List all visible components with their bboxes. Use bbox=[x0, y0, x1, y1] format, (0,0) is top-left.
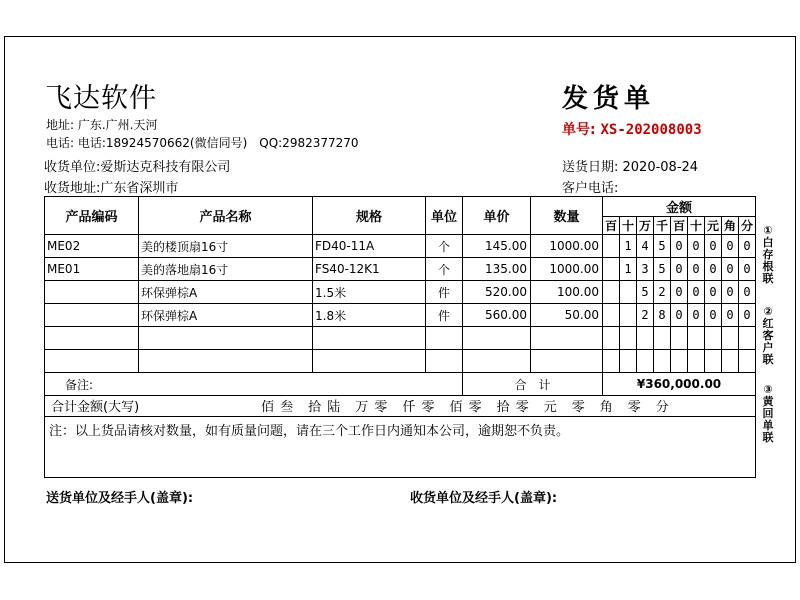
cell-amount-digit: 0 bbox=[722, 258, 739, 281]
cell-amount-digit: 0 bbox=[739, 258, 756, 281]
digit-header: 百 bbox=[603, 217, 620, 235]
cell-amount-digit: 0 bbox=[671, 235, 688, 258]
cell-code bbox=[45, 304, 139, 327]
cell-amount-digit: 0 bbox=[705, 235, 722, 258]
cell-unit: 件 bbox=[426, 281, 463, 304]
receiver-signature: 收货单位及经手人(盖章): bbox=[410, 491, 558, 506]
cell-amount-digit: 0 bbox=[671, 258, 688, 281]
header-qty: 数量 bbox=[531, 197, 603, 235]
cell-spec: FD40-11A bbox=[313, 235, 426, 258]
cell-amount-digit bbox=[705, 327, 722, 350]
cell-qty: 50.00 bbox=[531, 304, 603, 327]
digit-header: 元 bbox=[705, 217, 722, 235]
cell-amount-digit: 0 bbox=[722, 281, 739, 304]
cell-amount-digit: 0 bbox=[739, 281, 756, 304]
cell-amount-digit: 0 bbox=[671, 304, 688, 327]
cell-amount-digit: 5 bbox=[654, 235, 671, 258]
cell-amount-digit bbox=[603, 235, 620, 258]
cell-qty: 1000.00 bbox=[531, 235, 603, 258]
cell-name: 美的楼顶扇16寸 bbox=[139, 235, 313, 258]
cell-unit: 件 bbox=[426, 304, 463, 327]
cell-amount-digit bbox=[637, 350, 654, 373]
cell-amount-digit: 0 bbox=[722, 304, 739, 327]
cell-amount-digit: 0 bbox=[688, 235, 705, 258]
cell-amount-digit bbox=[620, 350, 637, 373]
header-unit: 单位 bbox=[426, 197, 463, 235]
cell-amount-digit bbox=[620, 281, 637, 304]
company-name: 飞达软件 bbox=[45, 83, 157, 114]
cell-spec: 1.8米 bbox=[313, 304, 426, 327]
digit-header: 分 bbox=[739, 217, 756, 235]
digit-header: 角 bbox=[722, 217, 739, 235]
side-label-white: ①白存根联 bbox=[762, 224, 774, 285]
cell-name: 环保弹棕A bbox=[139, 281, 313, 304]
cell-amount-digit: 5 bbox=[654, 258, 671, 281]
cell-amount-digit: 5 bbox=[637, 281, 654, 304]
cell-qty: 100.00 bbox=[531, 281, 603, 304]
cell-amount-digit: 0 bbox=[705, 281, 722, 304]
cell-amount-digit bbox=[620, 327, 637, 350]
cell-amount-digit bbox=[603, 327, 620, 350]
amount-in-words-label: 合计金额(大写) bbox=[51, 400, 140, 415]
document-number-label: 单号: bbox=[562, 122, 596, 138]
receiver-address: 收货地址:广东省深圳市 bbox=[44, 181, 179, 196]
cell-amount-digit: 0 bbox=[739, 304, 756, 327]
cell-amount-digit bbox=[654, 350, 671, 373]
cell-amount-digit: 0 bbox=[705, 258, 722, 281]
total-value: ¥360,000.00 bbox=[603, 373, 756, 396]
cell-name: 环保弹棕A bbox=[139, 304, 313, 327]
cell-amount-digit: 0 bbox=[688, 281, 705, 304]
cell-code bbox=[45, 350, 139, 373]
table-row bbox=[45, 327, 756, 350]
cell-code bbox=[45, 327, 139, 350]
cell-code bbox=[45, 281, 139, 304]
cell-amount-digit: 4 bbox=[637, 235, 654, 258]
cell-amount-digit bbox=[637, 327, 654, 350]
document-number-value: XS-202008003 bbox=[600, 122, 702, 138]
header-code: 产品编码 bbox=[45, 197, 139, 235]
remark-label: 备注: bbox=[45, 373, 463, 396]
cell-qty bbox=[531, 327, 603, 350]
delivery-date: 送货日期: 2020-08-24 bbox=[562, 160, 699, 175]
cell-amount-digit: 0 bbox=[688, 258, 705, 281]
cell-price bbox=[463, 327, 531, 350]
cell-price: 145.00 bbox=[463, 235, 531, 258]
cell-amount-digit bbox=[603, 281, 620, 304]
cell-name bbox=[139, 350, 313, 373]
sender-signature: 送货单位及经手人(盖章): bbox=[46, 491, 194, 506]
cell-amount-digit: 0 bbox=[739, 235, 756, 258]
cell-unit bbox=[426, 327, 463, 350]
cell-price: 135.00 bbox=[463, 258, 531, 281]
total-label: 合 计 bbox=[463, 373, 603, 396]
cell-amount-digit bbox=[739, 327, 756, 350]
cell-amount-digit: 0 bbox=[722, 235, 739, 258]
cell-price: 560.00 bbox=[463, 304, 531, 327]
cell-unit: 个 bbox=[426, 235, 463, 258]
cell-amount-digit bbox=[654, 327, 671, 350]
document-number bbox=[562, 119, 702, 139]
side-label-yellow: ③黄回单联 bbox=[762, 383, 774, 444]
cell-amount-digit bbox=[739, 350, 756, 373]
company-address: 地址: 广东.广州.天河 bbox=[46, 118, 158, 132]
lower-section bbox=[44, 393, 756, 478]
cell-amount-digit bbox=[671, 350, 688, 373]
digit-header: 万 bbox=[637, 217, 654, 235]
cell-amount-digit: 3 bbox=[637, 258, 654, 281]
header-amount: 金额 bbox=[603, 197, 756, 217]
amount-in-words-text: 佰 叁 拾 陆 万 零 仟 零 佰 零 拾 零 元 零 角 零 分 bbox=[261, 400, 670, 415]
table-row bbox=[45, 281, 756, 304]
cell-amount-digit bbox=[722, 350, 739, 373]
cell-amount-digit: 8 bbox=[654, 304, 671, 327]
receiver-unit: 收货单位:爱斯达克科技有限公司 bbox=[44, 160, 231, 175]
digit-header: 千 bbox=[654, 217, 671, 235]
cell-amount-digit bbox=[688, 350, 705, 373]
cell-unit: 个 bbox=[426, 258, 463, 281]
cell-spec: FS40-12K1 bbox=[313, 258, 426, 281]
cell-amount-digit: 2 bbox=[637, 304, 654, 327]
header-name: 产品名称 bbox=[139, 197, 313, 235]
cell-amount-digit bbox=[620, 304, 637, 327]
amount-in-words-row bbox=[45, 393, 755, 417]
digit-header: 百 bbox=[671, 217, 688, 235]
header-price: 单价 bbox=[463, 197, 531, 235]
digit-header: 十 bbox=[688, 217, 705, 235]
cell-price bbox=[463, 350, 531, 373]
cell-amount-digit bbox=[688, 327, 705, 350]
cell-qty bbox=[531, 350, 603, 373]
cell-amount-digit bbox=[603, 350, 620, 373]
digit-header: 十 bbox=[620, 217, 637, 235]
customer-phone: 客户电话: bbox=[562, 181, 619, 196]
cell-spec: 1.5米 bbox=[313, 281, 426, 304]
cell-amount-digit: 1 bbox=[620, 235, 637, 258]
cell-amount-digit: 0 bbox=[705, 304, 722, 327]
cell-amount-digit: 1 bbox=[620, 258, 637, 281]
cell-price: 520.00 bbox=[463, 281, 531, 304]
cell-amount-digit: 2 bbox=[654, 281, 671, 304]
goods-table bbox=[44, 196, 756, 396]
company-phone: 电话: 电话:18924570662(微信同号) QQ:2982377270 bbox=[46, 136, 359, 150]
cell-amount-digit bbox=[722, 327, 739, 350]
cell-name bbox=[139, 327, 313, 350]
cell-amount-digit bbox=[603, 304, 620, 327]
cell-amount-digit: 0 bbox=[671, 281, 688, 304]
header-spec: 规格 bbox=[313, 197, 426, 235]
side-label-red: ②红客户联 bbox=[762, 305, 774, 366]
cell-amount-digit bbox=[603, 258, 620, 281]
document-title: 发货单 bbox=[562, 84, 656, 114]
cell-amount-digit bbox=[705, 350, 722, 373]
cell-unit bbox=[426, 350, 463, 373]
cell-amount-digit: 0 bbox=[688, 304, 705, 327]
cell-spec bbox=[313, 327, 426, 350]
cell-code: ME02 bbox=[45, 235, 139, 258]
cell-code: ME01 bbox=[45, 258, 139, 281]
table-row bbox=[45, 258, 756, 281]
table-row bbox=[45, 235, 756, 258]
cell-name: 美的落地扇16寸 bbox=[139, 258, 313, 281]
table-row bbox=[45, 304, 756, 327]
cell-qty: 1000.00 bbox=[531, 258, 603, 281]
note-text: 注：以上货品请核对数量，如有质量问题，请在三个工作日内通知本公司，逾期恕不负责。 bbox=[49, 424, 570, 439]
cell-amount-digit bbox=[671, 327, 688, 350]
table-row bbox=[45, 350, 756, 373]
cell-spec bbox=[313, 350, 426, 373]
